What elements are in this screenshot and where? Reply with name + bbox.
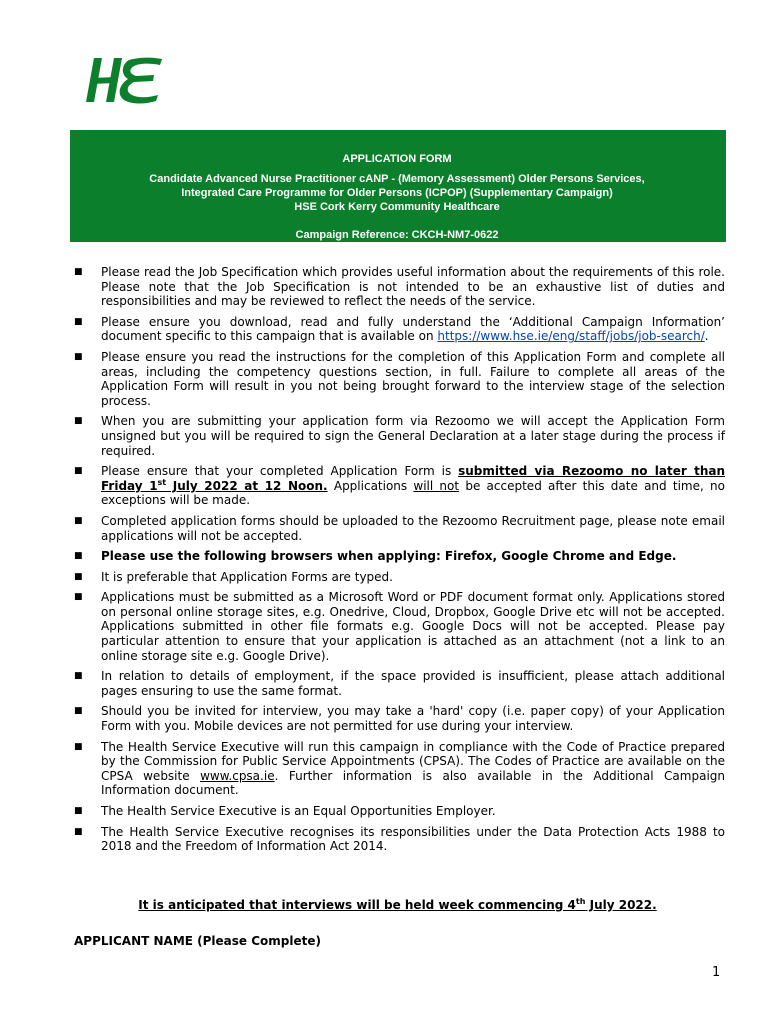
campaign-reference: Campaign Reference: CKCH-NM7-0622: [295, 229, 499, 241]
cpsa-link[interactable]: www.cpsa.ie: [200, 768, 275, 783]
page-number: 1: [712, 965, 721, 980]
bullet-icon: ■: [74, 351, 83, 362]
applicant-name-label: APPLICANT NAME (Please Complete): [74, 934, 321, 948]
bullet-icon: ■: [74, 706, 83, 717]
bullet-icon: ■: [74, 592, 83, 603]
bullet-icon: ■: [74, 551, 83, 562]
campaign-title: Candidate Advanced Nurse Practitioner cANP - (Memory Assessment) Older Persons Services, Integrated Care Programme for Older Persons (ICPOP) (Supplementary Campaign) HSE Cork Kerry Community Healthcare: [149, 173, 645, 213]
bullet-icon: ■: [74, 571, 83, 582]
list-item: ■ Completed application forms should be uploaded to the Rezoomo Recruitment page, please note email applications will not be accepted.: [74, 513, 725, 543]
list-item: ■ Please ensure you download, read and fully understand the ‘Additional Campaign Information’ document specific to this campaign that is available on https://www.hse.ie/eng/staff/jobs/job-search/.: [74, 314, 725, 344]
list-item: ■ In relation to details of employment, if the space provided is insufficient, please attach additional pages ensuring to use the same format.: [74, 669, 725, 698]
list-item: ■ The Health Service Executive will run this campaign in compliance with the Code of Practice prepared by the Commission for Public Service Appointments (CPSA). The Codes of Practice are available on the CPSA website www.cpsa.ie. Further information is also available in the Additional Campaign Information document.: [74, 739, 725, 798]
instructions-list: [70, 265, 725, 860]
bullet-icon: ■: [74, 515, 83, 526]
list-item: ■ Should you be invited for interview, you may take a 'hard' copy (i.e. paper copy) of your Application Form with you. Mobile devices are not permitted for use during your interview.: [74, 704, 725, 734]
list-item: ■ Please read the Job Specification which provides useful information about the requirements of this role. Please note that the Job Specification is not intended to be an exhaustive list of duties and responsibilities and may be reviewed to reflect the needs of the service.: [74, 265, 725, 309]
list-item: ■ Applications must be submitted as a Microsoft Word or PDF document format only. Applications stored on personal online storage sites, e.g. Onedrive, Cloud, Dropbox, Google Drive etc will not be accepted. Applications submitted in other file formats e.g. Google Docs will not be accepted. Please pay particular attention to ensure that your application is attached as an attachment (not a link to an online storage site e.g. Google Drive).: [74, 590, 725, 663]
hse-logo: [84, 50, 164, 108]
bullet-icon: ■: [74, 316, 83, 327]
deadline-text: submitted via Rezoomo no later than Friday 1st July 2022 at 12 Noon.: [101, 464, 725, 493]
list-item: ■ Please ensure that your completed Application Form is submitted via Rezoomo no later than Friday 1st July 2022 at 12 Noon. Applications will not be accepted after this date and time, no exceptions will be made.: [74, 464, 725, 508]
list-item: ■ The Health Service Executive is an Equal Opportunities Employer.: [74, 804, 496, 818]
bullet-icon: ■: [74, 416, 83, 427]
bullet-icon: ■: [74, 826, 83, 837]
list-item: ■ The Health Service Executive recognises its responsibilities under the Data Protection Acts 1988 to 2018 and the Freedom of Information Act 2014.: [74, 824, 725, 854]
list-item: ■ When you are submitting your application form via Rezoomo we will accept the Application Form unsigned but you will be required to sign the General Declaration at a later stage during the process if required.: [74, 414, 725, 458]
banner-edge: [722, 130, 726, 242]
list-item: ■ It is preferable that Application Forms are typed.: [74, 569, 393, 584]
bullet-icon: ■: [74, 267, 83, 277]
form-header-banner: [70, 130, 724, 242]
bullet-icon: ■: [74, 466, 83, 477]
bullet-icon: ■: [74, 741, 83, 752]
bullet-icon: ■: [74, 671, 83, 682]
job-search-link[interactable]: https://www.hse.ie/eng/staff/jobs/job-search/: [437, 329, 705, 344]
list-item: ■ Please ensure you read the instructions for the completion of this Application Form and complete all areas, including the competency questions section, in full. Failure to complete all areas of the Application Form will result in you not being brought forward to the interview stage of the selection process.: [74, 349, 725, 408]
form-title: APPLICATION FORM: [342, 153, 452, 165]
bullet-icon: ■: [74, 806, 83, 816]
interview-notice: It is anticipated that interviews will be held week commencing 4th July 2022.: [138, 897, 657, 912]
list-item: ■ Please use the following browsers when applying: Firefox, Google Chrome and Edge.: [74, 549, 677, 564]
